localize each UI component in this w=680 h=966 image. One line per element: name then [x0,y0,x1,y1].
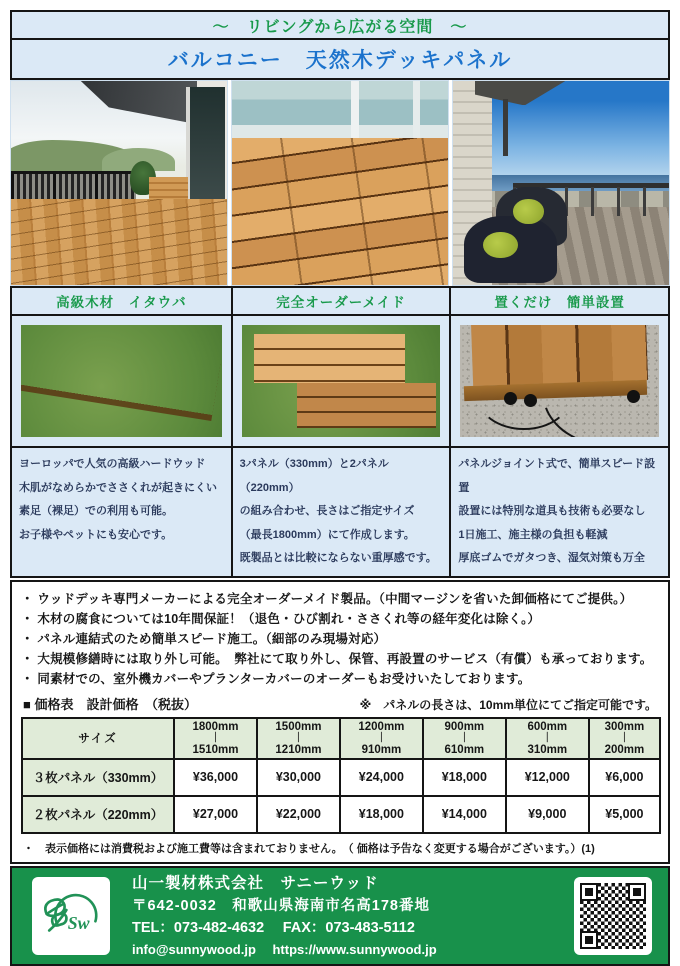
cushion-shape [513,199,543,223]
range-header-cell: 1500mm ｜ 1210mm [257,718,340,759]
feature-description [451,448,668,576]
table-row-2-panel [22,796,660,833]
window-shape [186,87,225,205]
qr-finder-icon [580,931,598,949]
feature-label: 高級木材 イタウバ [12,288,231,316]
description-line: 厚底ゴムでガタつき、湿気対策も万全 [458,552,645,564]
company-web-email: info@sunnywood.jp https://www.sunnywood.jp [132,941,437,957]
hero-photo-ocean-balcony [452,80,670,286]
price-cell: ¥6,000 [589,759,660,796]
qr-finder-icon [628,883,646,901]
description-line: 3パネル（330mm）と2パネル（220mm） [239,458,389,494]
qr-finder-icon [580,883,598,901]
window-frame-shape [413,81,419,142]
company-name: 山一製材株式会社 サニーウッド [132,874,379,892]
price-cell: ¥9,000 [506,796,589,833]
qr-code [574,877,652,955]
company-address: 〒642-0032 和歌山県海南市名高178番地 [132,897,430,914]
info-price-box [10,580,670,864]
product-title-text: バルコニー 天然木デッキパネル [167,49,513,72]
price-table-header-row [23,694,657,713]
price-cell: ¥5,000 [589,796,660,833]
selling-point: ・ 大規模修繕時には取り外し可能。 弊社にて取り外し、保管、再設置のサービス（有償）も承っております。 [21,651,653,666]
price-cell: ¥30,000 [257,759,340,796]
price-cell: ¥18,000 [423,759,506,796]
price-cell: ¥18,000 [340,796,423,833]
wood-panel-shape [254,334,405,383]
size-header-cell: サイズ [22,718,174,759]
feature-photo-cell [12,316,231,448]
svg-text:Sw: Sw [67,912,90,933]
feature-photo-stacked-panels [242,325,441,437]
wood-planks-shape [232,138,448,285]
company-logo [32,877,110,955]
feature-column-itauba [12,288,231,576]
feature-description [233,448,450,576]
feature-column-easy-setup [449,288,668,576]
footer-text-block [132,872,437,960]
hero-photo-deck-closeup [231,80,449,286]
catchcopy-text: ～ リビングから広がる空間 ～ [212,18,468,36]
feature-description [12,448,231,576]
description-line: 1日施工、施主様の負担も軽減 [458,528,608,541]
feature-column-order-made [231,288,450,576]
wood-deck-shape [11,199,227,285]
price-table [21,717,661,834]
description-line: 素足（裸足）での利用も可能。 [19,505,173,517]
downspout-shape [503,99,508,156]
range-header-cell: 600mm ｜ 310mm [506,718,589,759]
price-table-head-row [22,718,660,759]
feature-label: 置くだけ 簡単設置 [451,288,668,316]
price-table-title: ■ 価格表 設計価格 （税抜） [23,696,197,712]
price-cell: ¥14,000 [423,796,506,833]
description-line: 木肌がなめらかでささくれが起きにくい [19,481,217,494]
selling-point: ・ パネル連結式のため簡単スピード施工。（細部のみ現場対応） [21,631,387,646]
price-cell: ¥22,000 [257,796,340,833]
description-line: （最長1800mm）にて作成します。 [239,528,415,541]
catchcopy-banner [10,10,670,40]
leaf-sw-logo-icon [38,883,104,949]
feature-photo-cell [233,316,450,448]
price-cell: ¥24,000 [340,759,423,796]
price-table-note: ※ パネルの長さは、10mm単位にてご指定可能です。 [359,697,657,712]
cushion-shape [483,232,518,259]
description-line: ヨーロッパで人気の高級ハードウッド [19,458,206,470]
selling-point: ・ ウッドデッキ専門メーカーによる完全オーダーメイド製品。（中間マージンを省いた卸価格にてご提供。） [21,591,633,606]
description-line: の組み合わせ、長さはご指定サイズ [239,505,415,517]
feature-photo-panel-on-grass [21,325,222,437]
feature-photo-cell [451,316,668,448]
description-line: パネルジョイント式で、簡単スピード設置 [458,458,656,494]
qr-pattern [580,883,646,949]
row-label: ２枚パネル（220mm） [22,796,174,833]
table-row-3-panel [22,759,660,796]
row-label: ３枚パネル（330mm） [22,759,174,796]
company-footer [10,866,670,966]
selling-point: ・ 同素材での、室外機カバーやプランターカバーのオーダーもお受けいたしております。 [21,671,531,686]
rubber-foot-shape [627,390,640,403]
range-header-cell: 1200mm ｜ 910mm [340,718,423,759]
product-title-banner [10,40,670,80]
hero-photo-row [10,80,670,286]
range-header-cell: 300mm ｜ 200mm [589,718,660,759]
selling-point: ・ 木材の腐食については10年間保証！（退色・ひび割れ・ささくれ等の経年変化は除く。） [21,611,541,626]
price-cell: ¥36,000 [174,759,257,796]
window-frame-shape [351,81,360,142]
description-line: 設置には特別な道具も技術も必要なし [458,505,646,517]
wood-panel-shape [21,325,221,415]
feature-photo-panel-underside [460,325,659,437]
feature-grid [10,286,670,578]
description-line: お子様やペットにも安心です。 [19,528,173,541]
price-cell: ¥12,000 [506,759,589,796]
range-header-cell: 1800mm ｜ 1510mm [174,718,257,759]
company-tel-fax: TEL：073-482-4632 FAX：073-483-5112 [132,919,415,936]
wood-panel-shape [297,383,436,428]
feature-label: 完全オーダーメイド [233,288,450,316]
description-line: 既製品とは比較にならない重厚感です。 [239,552,437,564]
hero-photo-balcony-lattice [10,80,228,286]
range-header-cell: 900mm ｜ 610mm [423,718,506,759]
price-cell: ¥27,000 [174,796,257,833]
price-footnote: ・ 表示価格には消費税および施工費等は含まれておりません。 （ 価格は予告なく変更する場合がございます。）(1) [23,842,595,855]
